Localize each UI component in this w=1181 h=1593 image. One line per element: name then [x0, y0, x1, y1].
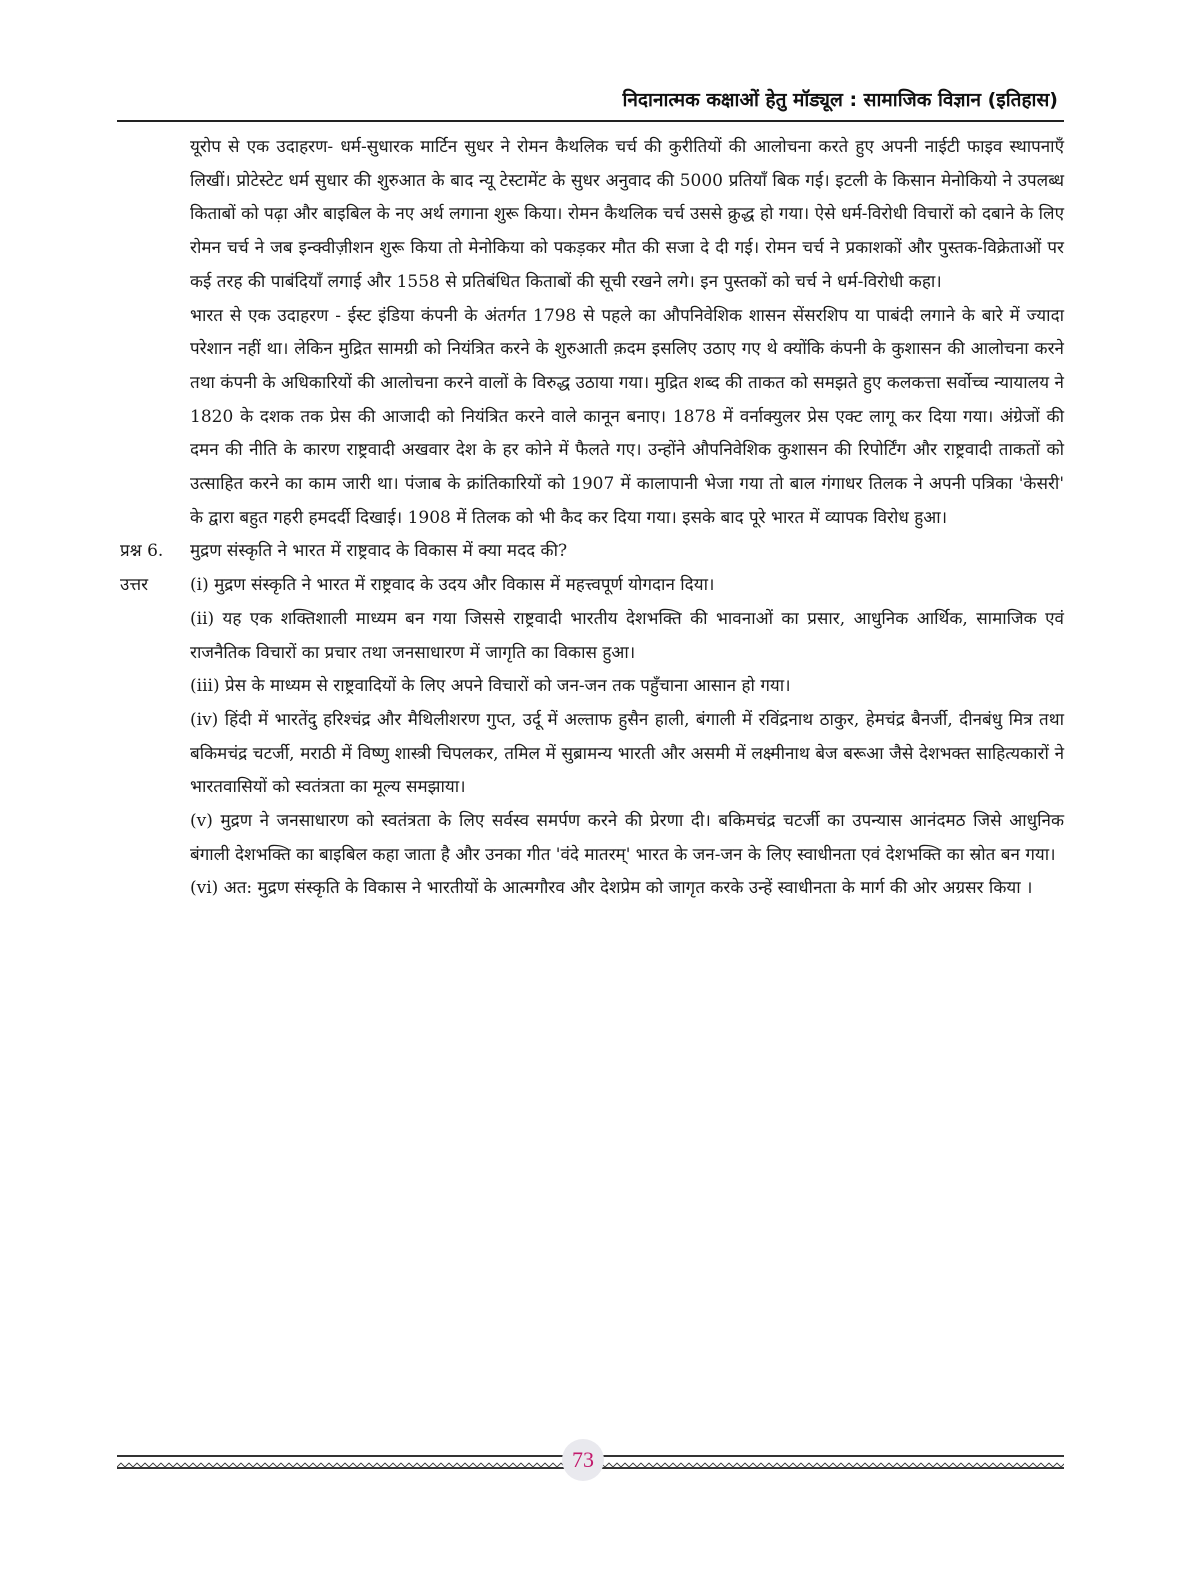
answer-point: (iv) हिंदी में भारतेंदु हरिश्चंद्र और मैथिलीशरण गुप्त, उर्दू में अल्ताफ हुसैन हाली, बंगाली में रविंद्रनाथ ठाकुर, हेमचंद्र बैनर्जी, दीनबंधु मित्र तथा बकिमचंद्र चटर्जी, मराठी में विष्णु शास्त्री चिपलकर, तमिल में सुब्रामन्य भारती और असमी में लक्ष्मीनाथ बेज बरूआ जैसे देशभक्त साहित्यकारों ने भारतवासियों को स्वतंत्रता का मूल्य समझाया।	[190, 709, 1064, 798]
paragraph-india-example: भारत से एक उदाहरण - ईस्ट इंडिया कंपनी के अंतर्गत 1798 से पहले का औपनिवेशिक शासन सेंसरशिप या पाबंदी लगाने के बारे में ज्यादा परेशान नहीं था। लेकिन मुद्रित सामग्री को नियंत्रित करने के शुरुआती क़दम इसलिए उठाए गए थे क्योंकि कंपनी के कुशासन की आलोचना करने तथा कंपनी के अधिकारियों की आलोचना करने वालों के विरुद्ध उठाया गया। मुद्रित शब्द की ताकत को समझते हुए कलकत्ता सर्वोच्च न्यायालय ने 1820 के दशक तक प्रेस की आजादी को नियंत्रित करने वाले कानून बनाए। 1878 में वर्नाक्युलर प्रेस एक्ट लागू कर दिया गया। अंग्रेजों की दमन की नीति के कारण राष्ट्रवादी अखवार देश के हर कोने में फैलते गए। उन्होंने औपनिवेशिक कुशासन की रिपोर्टिंग और राष्ट्रवादी ताकतों को उत्साहित करने का काम जारी था। पंजाब के क्रांतिकारियों को 1907 में कालापानी भेजा गया तो बाल गंगाधर तिलक ने अपनी पत्रिका 'केसरी' के द्वारा बहुत गहरी हमदर्दी दिखाई। 1908 में तिलक को भी कैद कर दिया गया। इसके बाद पूरे भारत में व्यापक विरोध हुआ।	[190, 305, 1064, 528]
paragraph-europe-example: यूरोप से एक उदाहरण- धर्म-सुधारक मार्टिन सुधर ने रोमन कैथलिक चर्च की कुरीतियों की आलोचना करते हुए अपनी नाईटी फाइव स्थापनाएँ लिखीं। प्रोटेस्टेट धर्म सुधार की शुरुआत के बाद न्यू टेस्टामेंट के सुधर अनुवाद की 5000 प्रतियाँ बिक गई। इटली के किसान मेनोकियो ने उपलब्ध किताबों को पढ़ा और बाइबिल के नए अर्थ लगाना शुरू किया। रोमन कैथलिक चर्च उससे क्रुद्ध हो गया। ऐसे धर्म-विरोधी विचारों को दबाने के लिए रोमन चर्च ने जब इन्क्वीज़ीशन शुरू किया तो मेनोकिया को पकड़कर मौत की सजा दे दी गई। रोमन चर्च ने प्रकाशकों और पुस्तक-विक्रेताओं पर कई तरह की पाबंदियाँ लगाई और 1558 से प्रतिबंधित किताबों की सूची रखने लगे। इन पुस्तकों को चर्च ने धर्म-विरोधी कहा।	[190, 137, 1064, 292]
answer-label: उत्तर	[120, 575, 149, 596]
page-number: 73	[572, 1447, 594, 1472]
question-row	[120, 535, 1064, 569]
answer-row	[120, 569, 1064, 906]
question-label: प्रश्न 6.	[120, 541, 164, 562]
answer-point: (vi) अत: मुद्रण संस्कृति के विकास ने भारतीयों के आत्मगौरव और देशप्रेम को जागृत करके उन्हें स्वाधीनता के मार्ग की ओर अग्रसर किया ।	[190, 878, 1033, 899]
header-title: निदानात्मक कक्षाओं हेतु मॉड्यूल : सामाजिक विज्ञान (इतिहास)	[622, 89, 1058, 111]
question-text: मुद्रण संस्कृति ने भारत में राष्ट्रवाद के विकास में क्या मदद की?	[190, 541, 568, 562]
page-content	[120, 131, 1064, 906]
page-footer	[117, 1449, 1064, 1471]
answer-point: (i) मुद्रण संस्कृति ने भारत में राष्ट्रवाद के उदय और विकास में महत्त्वपूर्ण योगदान दिया।	[190, 575, 715, 596]
answer-point: (iii) प्रेस के माध्यम से राष्ट्रवादियों के लिए अपने विचारों को जन-जन तक पहुँचाना आसान हो गया।	[190, 676, 791, 697]
answer-point: (ii) यह एक शक्तिशाली माध्यम बन गया जिससे राष्ट्रवादी भारतीय देशभक्ति की भावनाओं का प्रसार, आधुनिक आर्थिक, सामाजिक एवं राजनैतिक विचारों का प्रचार तथा जनसाधारण में जागृति का विकास हुआ।	[190, 608, 1064, 663]
answer-point: (v) मुद्रण ने जनसाधारण को स्वतंत्रता के लिए सर्वस्व समर्पण करने की प्रेरणा दी। बकिमचंद्र चटर्जी का उपन्यास आनंदमठ जिसे आधुनिक बंगाली देशभक्ति का बाइबिल कहा जाता है और उनका गीत 'वंदे मातरम्' भारत के जन-जन के लिए स्वाधीनता एवं देशभक्ति का स्रोत बन गया।	[190, 811, 1064, 865]
answer-body	[190, 569, 1064, 906]
page-number-badge	[562, 1439, 604, 1481]
page-header	[117, 84, 1064, 122]
